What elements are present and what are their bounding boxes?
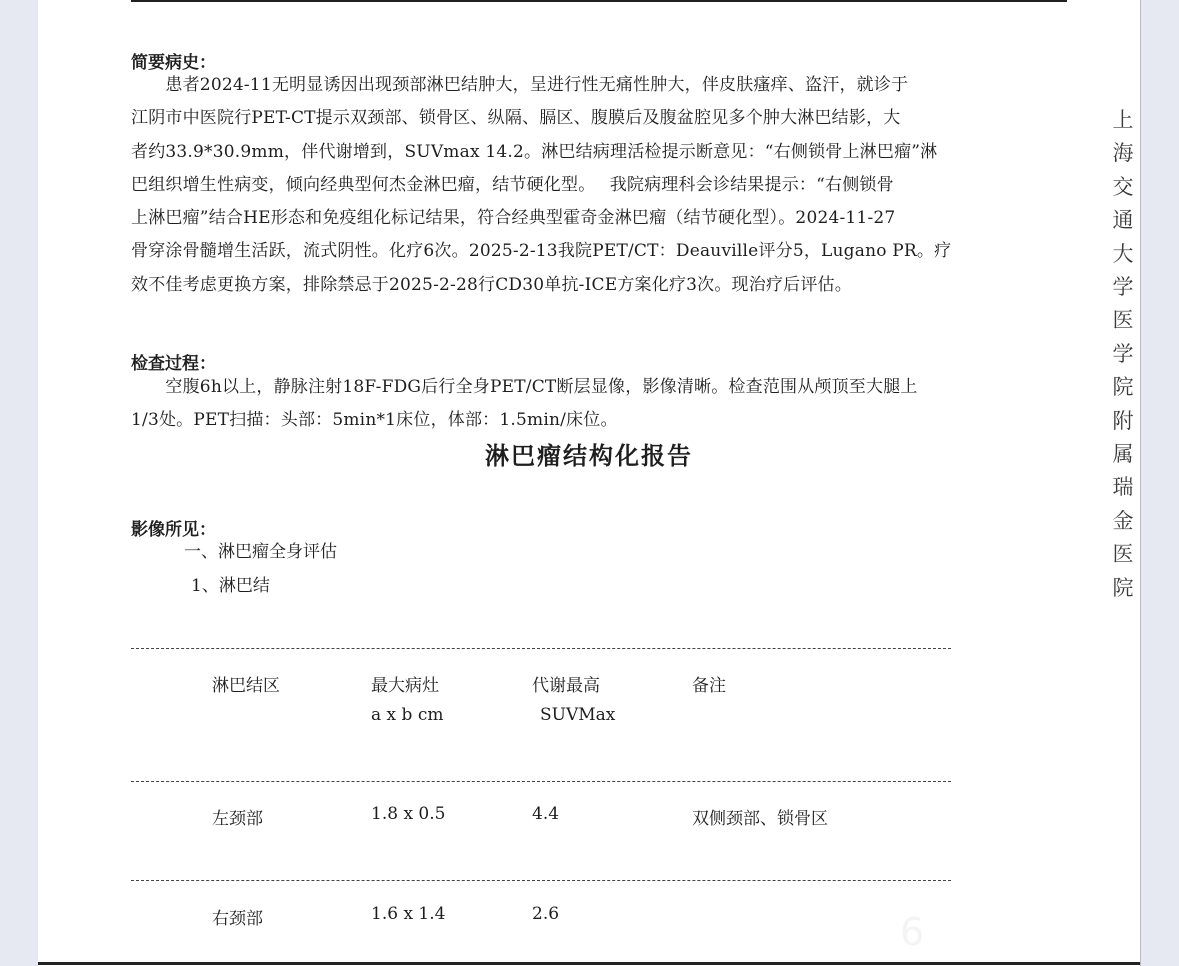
table-row-suv: 2.6 [532, 904, 560, 924]
hospital-name-char: 海 [1112, 141, 1134, 166]
procedure-heading: 检查过程： [131, 354, 216, 374]
history-line: 效不佳考虑更换方案，排除禁忌于2025-2-28行CD30单抗-ICE方案化疗3次。现治疗后评估。 [131, 275, 852, 295]
table-row-size: 1.6 x 1.4 [371, 904, 446, 924]
bottom-divider [38, 962, 1140, 965]
hospital-name-char: 附 [1112, 408, 1134, 433]
watermark: 6 [900, 910, 931, 954]
table-header-lesion: 最大病灶 [371, 676, 439, 696]
table-divider [131, 880, 951, 881]
top-divider [131, 0, 1067, 2]
table-subheader-suv: SUVMax [540, 705, 616, 725]
findings-subsection: 1、淋巴结 [191, 576, 270, 596]
hospital-name-vertical [1110, 104, 1136, 605]
hospital-name-char: 大 [1112, 241, 1134, 266]
hospital-name-char: 院 [1112, 575, 1134, 600]
hospital-name-char: 医 [1112, 308, 1134, 333]
history-line: 上淋巴瘤”结合HE形态和免疫组化标记结果，符合经典型霍奇金淋巴瘤（结节硬化型）。2024-11-27 [131, 208, 896, 228]
table-row-suv: 4.4 [532, 804, 560, 824]
hospital-name-char: 学 [1112, 341, 1134, 366]
hospital-name-char: 金 [1112, 508, 1134, 533]
table-subheader-size: a x b cm [371, 705, 444, 725]
table-divider [131, 648, 951, 649]
hospital-name-char: 瑞 [1112, 475, 1134, 500]
hospital-name-char: 院 [1112, 375, 1134, 400]
hospital-name-char: 交 [1112, 174, 1134, 199]
table-row-note: 双侧颈部、锁骨区 [692, 809, 828, 829]
history-line: 者约33.9*30.9mm，伴代谢增到，SUVmax 14.2。淋巴结病理活检提示断意见：“右侧锁骨上淋巴瘤”淋 [131, 142, 938, 162]
history-line: 骨穿涂骨髓增生活跃，流式阴性。化疗6次。2025-2-13我院PET/CT：Deauville评分5，Lugano PR。疗 [131, 241, 952, 261]
hospital-name-char: 通 [1112, 208, 1134, 233]
table-row-region: 左颈部 [212, 809, 263, 829]
history-line: 巴组织增生性病变，倾向经典型何杰金淋巴瘤，结节硬化型。 我院病理科会诊结果提示：“右侧锁骨 [131, 175, 894, 195]
table-divider [131, 781, 951, 782]
table-header-suv: 代谢最高 [532, 676, 600, 696]
report-page [38, 0, 1141, 966]
hospital-name-char: 学 [1112, 275, 1134, 300]
history-heading: 简要病史： [131, 53, 216, 73]
table-header-region: 淋巴结区 [212, 676, 280, 696]
hospital-name-char: 属 [1112, 442, 1134, 467]
findings-heading: 影像所见： [131, 520, 216, 540]
findings-section: 一、淋巴瘤全身评估 [184, 542, 337, 562]
table-row-size: 1.8 x 0.5 [371, 804, 446, 824]
table-header-note: 备注 [692, 676, 726, 696]
procedure-line: 空腹6h以上，静脉注射18F-FDG后行全身PET/CT断层显像，影像清晰。检查范围从颅顶至大腿上 [131, 377, 918, 397]
report-title: 淋巴瘤结构化报告 [485, 441, 693, 470]
history-line: 患者2024-11无明显诱因出现颈部淋巴结肿大，呈进行性无痛性肿大，伴皮肤瘙痒、盗汗，就诊于 [131, 75, 909, 95]
procedure-line: 1/3处。PET扫描：头部：5min*1床位，体部：1.5min/床位。 [131, 410, 618, 430]
hospital-name-char: 上 [1112, 108, 1134, 132]
history-line: 江阴市中医院行PET-CT提示双颈部、锁骨区、纵隔、膈区、腹膜后及腹盆腔见多个肿大淋巴结影，大 [131, 108, 901, 128]
hospital-name-char: 医 [1112, 542, 1134, 567]
table-row-region: 右颈部 [212, 909, 263, 929]
